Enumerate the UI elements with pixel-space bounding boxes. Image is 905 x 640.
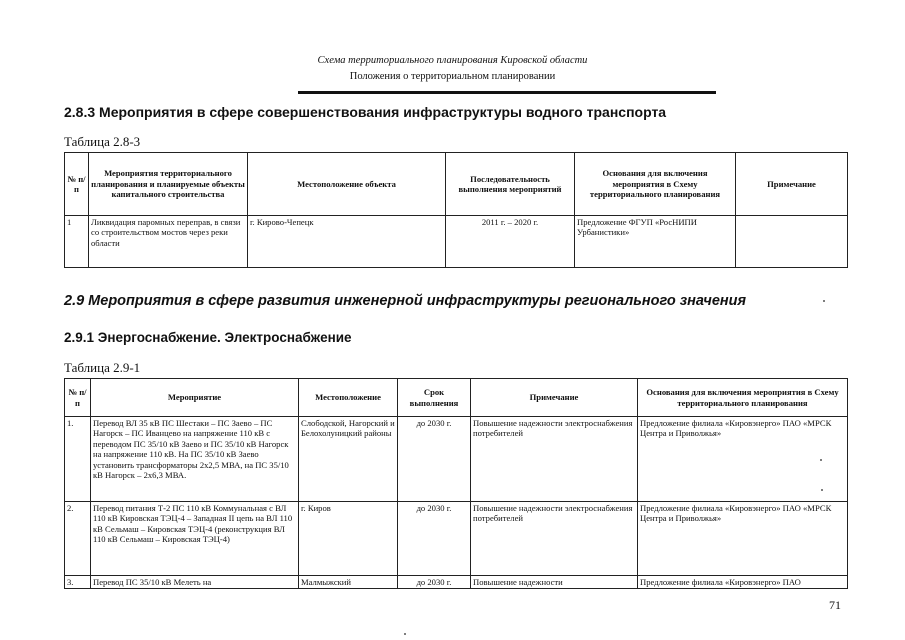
cell-measure: Перевод ВЛ 35 кВ ПС Шестаки – ПС Заево – ПС Нагорск – ПС Иванцево на напряжение 110 кВ с переводом ПС 35/10 кВ Заево и ПС 35/10 кВ Нагорск на напряжение 110 кВ. На ПС 35/10 кВ Заево установить трансформаторы 2х2,5 МВА, на ПС 35/10 кВ Нагорск – 2х6,3 МВА. [91,417,299,502]
cell-note: Повышение надежности электроснабжения потребителей [471,417,638,502]
cell-location: Малмыжский [299,576,398,589]
cell-note: Повышение надежности электроснабжения потребителей [471,502,638,576]
cell-measure: Ликвидация паромных переправ, в связи со строительством мостов через реки области [89,216,248,268]
cell-term: до 2030 г. [398,576,471,589]
table-header-row [65,153,848,216]
cell-term: до 2030 г. [398,502,471,576]
cell-basis: Предложение филиала «Кировэнерго» ПАО [638,576,848,589]
cell-location: г. Кирово-Чепецк [248,216,446,268]
cell-basis: Предложение филиала «Кировэнерго» ПАО «МРСК Центра и Приволжья» [638,502,848,576]
cell-sequence: 2011 г. – 2020 г. [446,216,575,268]
cell-num: 3. [65,576,91,589]
document-subtitle: Положения о территориальном планировании [349,71,556,82]
cell-num: 1 [65,216,89,268]
col-header-measure: Мероприятия территориального планирования и планируемые объекты капитального строительства [89,153,248,216]
header-rule [298,91,716,94]
table-caption-2-9-1: Таблица 2.9-1 [64,360,141,375]
cell-basis: Предложение ФГУП «РосНИПИ Урбанистики» [575,216,736,268]
col-header-sequence: Последовательность выполнения мероприятий [446,153,575,216]
table-caption-2-8-3: Таблица 2.8-3 [64,134,141,149]
document-title: Схема территориального планирования Кировской области [317,55,588,66]
table-row [65,502,848,576]
cell-location: г. Киров [299,502,398,576]
table-row [65,216,848,268]
col-header-num: № п/п [65,379,91,417]
table-2-9-1 [64,378,848,589]
cell-measure: Перевод ПС 35/10 кВ Мелеть на [91,576,299,589]
cell-num: 2. [65,502,91,576]
col-header-note: Примечание [736,153,848,216]
table-row [65,417,848,502]
cell-term: до 2030 г. [398,417,471,502]
cell-note [736,216,848,268]
col-header-measure: Мероприятие [91,379,299,417]
table-row [65,576,848,589]
table-2-8-3 [64,152,848,268]
section-heading-2-9-1: 2.9.1 Энергоснабжение. Электроснабжение [64,330,352,345]
col-header-basis: Основания для включения мероприятия в Схему территориального планирования [638,379,848,417]
section-heading-2-9: 2.9 Мероприятия в сфере развития инженерной инфраструктуры регионального значения [64,293,747,309]
cell-note: Повышение надежности [471,576,638,589]
scan-speck [404,633,406,635]
scan-speck [820,459,822,461]
col-header-location: Местоположение [299,379,398,417]
scan-speck [823,300,825,302]
cell-measure: Перевод питания Т-2 ПС 110 кВ Коммунальная с ВЛ 110 кВ Кировская ТЭЦ-4 – Западная II цепь на ВЛ 110 кВ Сельмаш – Кировская ТЭЦ-4 (реконструкция ВЛ 110 кВ Сельмаш – Кировская ТЭЦ-4) [91,502,299,576]
section-heading-2-8-3: 2.8.3 Мероприятия в сфере совершенствования инфраструктуры водного транспорта [64,104,667,120]
col-header-basis: Основания для включения мероприятия в Схему территориального планирования [575,153,736,216]
cell-num: 1. [65,417,91,502]
cell-location: Слободской, Нагорский и Белохолуницкий районы [299,417,398,502]
table-header-row [65,379,848,417]
col-header-location: Местоположение объекта [248,153,446,216]
cell-basis: Предложение филиала «Кировэнерго» ПАО «МРСК Центра и Приволжья» [638,417,848,502]
col-header-num: № п/п [65,153,89,216]
col-header-term: Срок выполнения [398,379,471,417]
page-number: 71 [829,598,841,612]
scan-speck [821,489,823,491]
col-header-note: Примечание [471,379,638,417]
